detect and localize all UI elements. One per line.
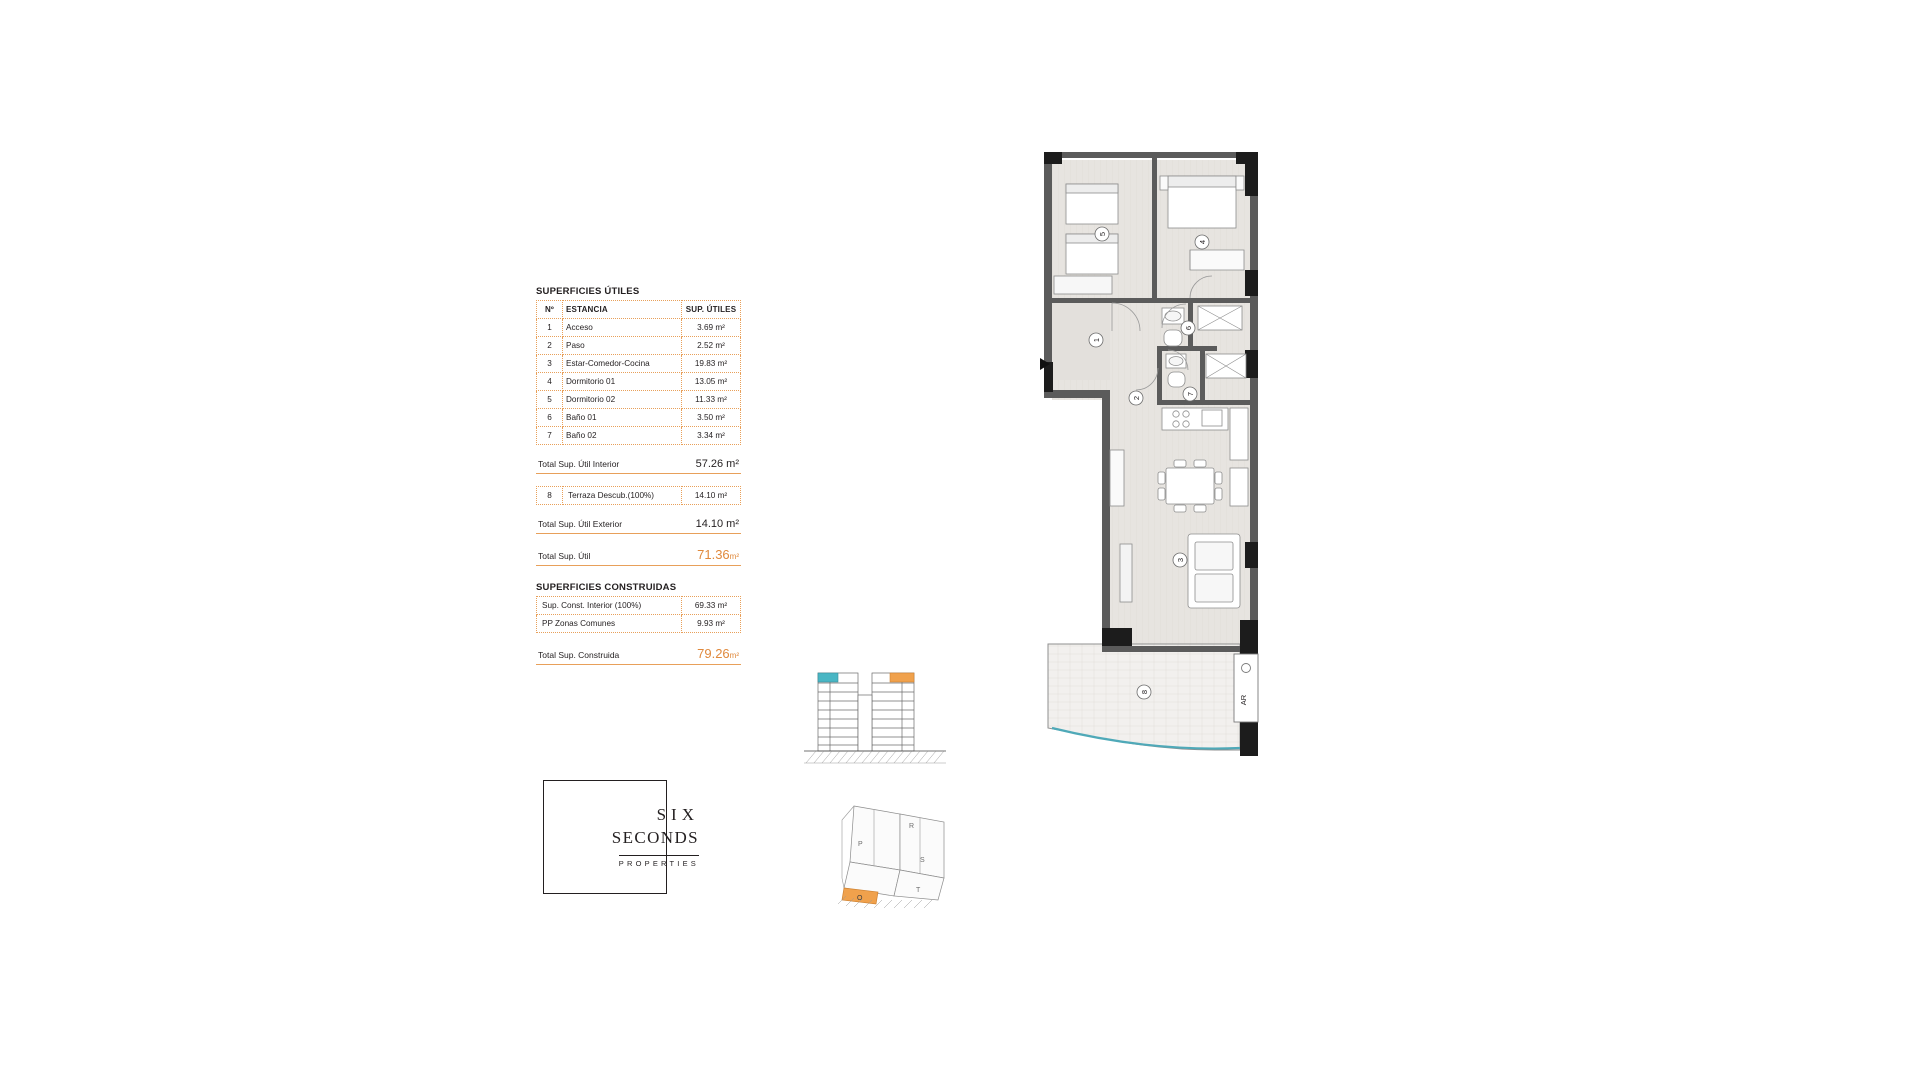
useful-surfaces-title <box>536 286 741 297</box>
room-area: 3.34 m² <box>682 427 741 445</box>
total-useful-number: 71.36 <box>697 547 730 562</box>
surface-specification-panel <box>536 286 741 665</box>
svg-text:7: 7 <box>1186 391 1195 397</box>
site-block-label: R <box>909 823 915 830</box>
total-useful-unit: m² <box>729 552 739 561</box>
total-built-label: Total Sup. Construida <box>538 650 620 660</box>
elevation-highlight-left <box>818 673 838 682</box>
table-row <box>537 427 741 445</box>
table-row <box>537 391 741 409</box>
room-number: 3 <box>537 355 563 373</box>
total-useful-value <box>697 547 739 562</box>
site-block-label: S <box>920 857 925 864</box>
table-row <box>537 615 741 633</box>
elevation-highlight-right <box>890 673 914 682</box>
room-marker-7 <box>1183 387 1197 401</box>
room-area: 3.50 m² <box>682 409 741 427</box>
built-name: PP Zonas Comunes <box>537 615 682 633</box>
room-number: 1 <box>537 319 563 337</box>
site-block-label: T <box>916 887 921 894</box>
built-surfaces-title-text: SUPERFICIES CONSTRUIDAS <box>536 582 677 593</box>
total-built-row <box>536 639 741 665</box>
room-marker-3 <box>1173 553 1187 567</box>
room-name: Baño 01 <box>563 409 682 427</box>
total-exterior-value: 14.10 m² <box>695 518 739 530</box>
apartment-floor-plan <box>1040 150 1330 790</box>
room-area: 11.33 m² <box>682 391 741 409</box>
room-marker-1 <box>1089 333 1103 347</box>
room-name: Paso <box>563 337 682 355</box>
room-area: 14.10 m² <box>682 487 741 505</box>
room-area: 2.52 m² <box>682 337 741 355</box>
table-row <box>537 337 741 355</box>
room-marker-4 <box>1195 235 1209 249</box>
room-number: 5 <box>537 391 563 409</box>
terrace-utility-box <box>1234 654 1258 722</box>
total-built-unit: m² <box>729 651 739 660</box>
column-header-number: Nº <box>537 301 563 319</box>
svg-text:1: 1 <box>1092 337 1101 343</box>
site-block-label-highlighted: O <box>857 895 863 902</box>
room-name: Terraza Descub.(100%) <box>563 487 682 505</box>
room-number: 2 <box>537 337 563 355</box>
table-row <box>537 487 741 505</box>
logo-line-1: SIX <box>656 805 699 825</box>
table-row <box>537 319 741 337</box>
svg-text:2: 2 <box>1132 395 1141 401</box>
svg-text:3: 3 <box>1176 557 1185 563</box>
room-number: 7 <box>537 427 563 445</box>
company-logo <box>543 780 703 892</box>
room-name: Acceso <box>563 319 682 337</box>
table-row <box>537 597 741 615</box>
building-elevation-diagram <box>800 665 950 775</box>
table-row <box>537 373 741 391</box>
room-area: 13.05 m² <box>682 373 741 391</box>
total-exterior-label: Total Sup. Útil Exterior <box>538 519 623 529</box>
table-header-row <box>537 301 741 319</box>
total-built-number: 79.26 <box>697 646 730 661</box>
terrace-box-label: AR <box>1239 694 1248 706</box>
room-marker-2 <box>1129 391 1143 405</box>
dining-furniture <box>1158 460 1222 512</box>
room-name: Dormitorio 01 <box>563 373 682 391</box>
built-area: 9.93 m² <box>682 615 741 633</box>
svg-text:6: 6 <box>1184 325 1193 331</box>
room-name: Baño 02 <box>563 427 682 445</box>
column-header-room: ESTANCIA <box>563 301 682 319</box>
room-number: 6 <box>537 409 563 427</box>
total-built-value <box>697 646 739 661</box>
room-number: 8 <box>537 487 563 505</box>
site-plan-diagram <box>792 800 972 910</box>
room-number: 4 <box>537 373 563 391</box>
table-row <box>537 355 741 373</box>
built-surfaces-title <box>536 582 741 593</box>
svg-text:4: 4 <box>1198 239 1207 245</box>
room-marker-5 <box>1095 227 1109 241</box>
total-useful-row <box>536 540 741 566</box>
logo-line-2: SECONDS <box>611 828 699 848</box>
svg-text:8: 8 <box>1140 689 1149 695</box>
total-interior-value: 57.26 m² <box>695 458 739 470</box>
built-area: 69.33 m² <box>682 597 741 615</box>
total-interior-label: Total Sup. Útil Interior <box>538 459 620 469</box>
hallway-storage <box>1110 450 1124 506</box>
built-surfaces-table <box>536 596 741 633</box>
useful-surfaces-table <box>536 300 741 445</box>
total-exterior-row <box>536 511 741 534</box>
table-row <box>537 409 741 427</box>
room-marker-8 <box>1137 685 1151 699</box>
total-interior-row <box>536 451 741 474</box>
useful-surfaces-title-text: SUPERFICIES ÚTILES <box>536 286 640 297</box>
room-name: Dormitorio 02 <box>563 391 682 409</box>
room-marker-6 <box>1181 321 1195 335</box>
svg-text:5: 5 <box>1098 231 1107 237</box>
total-useful-label: Total Sup. Útil <box>538 551 591 561</box>
site-block-label: P <box>858 841 863 848</box>
room-name: Estar-Comedor-Cocina <box>563 355 682 373</box>
built-name: Sup. Const. Interior (100%) <box>537 597 682 615</box>
column-header-area: SUP. ÚTILES <box>682 301 741 319</box>
room-area: 3.69 m² <box>682 319 741 337</box>
room-area: 19.83 m² <box>682 355 741 373</box>
exterior-surface-table <box>536 486 741 505</box>
logo-line-3: PROPERTIES <box>619 855 699 868</box>
